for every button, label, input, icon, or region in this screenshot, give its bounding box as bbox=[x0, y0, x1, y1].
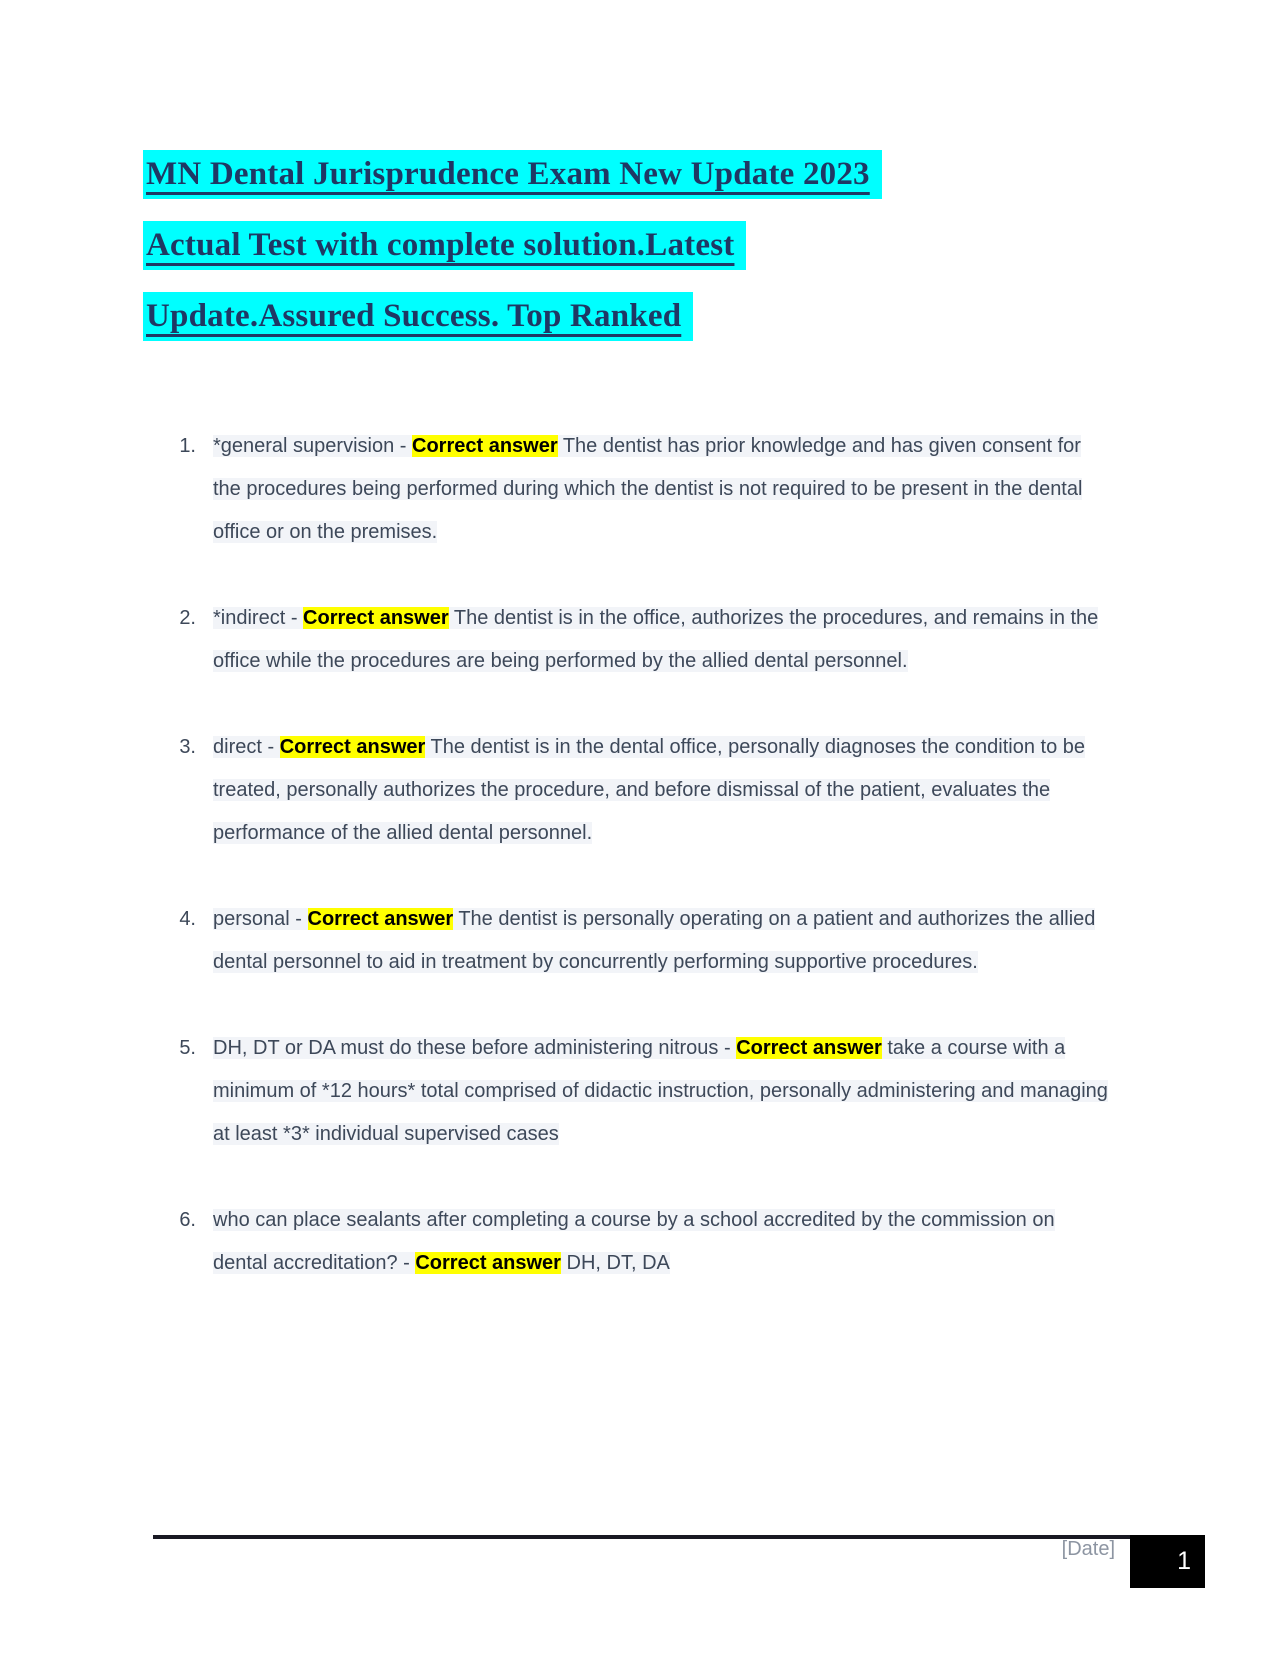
answer-text: take a course with a minimum of *12 hours* total comprised of didactic instruction, personally administering and managing at least *3* individual supervised cases bbox=[213, 1037, 1108, 1145]
question-text: DH, DT or DA must do these before administering nitrous - bbox=[213, 1037, 737, 1059]
answer-text: The dentist is in the office, authorizes the procedures, and remains in the office while the procedures are being performed by the allied dental personnel. bbox=[213, 607, 1099, 672]
correct-answer-label: Correct answer bbox=[303, 607, 449, 629]
title-line-2: Actual Test with complete solution.Latest bbox=[143, 221, 746, 270]
answer-text: The dentist has prior knowledge and has given consent for the procedures being performed during which the dentist is not required to be present in the dental office or on the premises. bbox=[213, 435, 1083, 543]
correct-answer-label: Correct answer bbox=[415, 1252, 561, 1274]
item-text bbox=[213, 898, 1108, 984]
document-title bbox=[143, 150, 882, 363]
qa-item-5 bbox=[143, 1027, 1108, 1156]
item-number: 1. bbox=[179, 435, 196, 457]
item-text bbox=[213, 1027, 1108, 1156]
question-text: personal - bbox=[213, 908, 308, 930]
correct-answer-label: Correct answer bbox=[736, 1037, 882, 1059]
question-text: *indirect - bbox=[213, 607, 304, 629]
qa-item-3 bbox=[143, 726, 1108, 855]
item-number: 2. bbox=[179, 607, 196, 629]
footer-date: [Date] bbox=[1061, 1538, 1115, 1560]
page-number: 1 bbox=[1177, 1547, 1191, 1575]
question-text: *general supervision - bbox=[213, 435, 412, 457]
answer-text: The dentist is personally operating on a patient and authorizes the allied dental personnel to aid in treatment by concurrently performing supportive procedures. bbox=[213, 908, 1096, 973]
item-number: 3. bbox=[179, 736, 196, 758]
title-line-1: MN Dental Jurisprudence Exam New Update 2023 bbox=[143, 150, 882, 199]
item-text bbox=[213, 726, 1108, 855]
answer-text: The dentist is in the dental office, personally diagnoses the condition to be treated, personally authorizes the procedure, and before dismissal of the patient, evaluates the performance of the allied dental personnel. bbox=[213, 736, 1086, 844]
correct-answer-label: Correct answer bbox=[307, 908, 454, 930]
correct-answer-label: Correct answer bbox=[279, 736, 426, 758]
question-text: who can place sealants after completing a course by a school accredited by the commission on dental accreditation? - bbox=[213, 1209, 1055, 1274]
qa-list bbox=[143, 425, 1108, 1328]
item-number: 4. bbox=[179, 908, 196, 930]
title-line-3: Update.Assured Success. Top Ranked bbox=[143, 292, 693, 341]
question-text: direct - bbox=[213, 736, 280, 758]
page-number-badge bbox=[1130, 1535, 1205, 1588]
item-number: 5. bbox=[179, 1037, 196, 1059]
qa-item-4 bbox=[143, 898, 1108, 984]
item-text bbox=[213, 597, 1108, 683]
footer-divider bbox=[153, 1535, 1130, 1539]
item-text bbox=[213, 425, 1108, 554]
qa-item-6 bbox=[143, 1199, 1108, 1285]
item-text bbox=[213, 1199, 1108, 1285]
answer-text: DH, DT, DA bbox=[560, 1252, 670, 1274]
qa-item-2 bbox=[143, 597, 1108, 683]
item-number: 6. bbox=[179, 1209, 196, 1231]
correct-answer-label: Correct answer bbox=[412, 435, 558, 457]
qa-item-1 bbox=[143, 425, 1108, 554]
